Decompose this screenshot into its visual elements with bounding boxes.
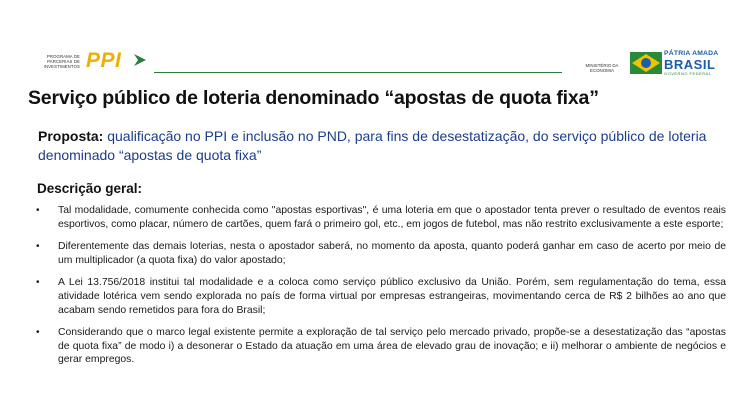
- header: [0, 44, 744, 80]
- list-item-text: Tal modalidade, comumente conhecida como "apostas esportivas", é uma loteria em que o apostador tenta prever o resultado de eventos reais esportivos, como placar, número de cartões, quem fará o primeiro gol, etc., em jogos de futebol, mas não restrito exclusivamente a este esporte;: [58, 205, 726, 230]
- brand-line-2: BRASIL: [664, 57, 716, 72]
- brand-line-1: PÁTRIA AMADA: [664, 50, 719, 57]
- ministry-name: [576, 63, 628, 73]
- program-line-3: INVESTIMENTOS: [43, 64, 80, 69]
- program-name: [36, 54, 80, 69]
- description-heading: Descrição geral:: [37, 181, 143, 196]
- bullet-icon: •: [36, 241, 40, 253]
- list-item-text: A Lei 13.756/2018 institui tal modalidade e a coloca como serviço público exclusivo da União. Porém, sem regulamentação do tema, essa atividade lotérica vem sendo explorada no país de forma virtual por empresas estrangeiras, movimentando cerca de R$ 2 bilhões ao ano que acabam sendo remetidos para fora do Brasil;: [58, 277, 726, 316]
- brand-line-3: GOVERNO FEDERAL: [664, 71, 712, 76]
- proposal-label: Proposta:: [38, 128, 104, 144]
- list-item-text: Diferentemente das demais loterias, nesta o apostador saberá, no momento da aposta, quanto poderá ganhar em caso de acerto por meio de um multiplicador (a quota fixa) do valor apostado;: [58, 241, 726, 266]
- ppi-arrow-icon: [132, 52, 148, 68]
- bullet-icon: •: [36, 327, 40, 339]
- list-item: [36, 204, 726, 231]
- list-item: [36, 326, 726, 367]
- program-line-1: PROGRAMA DE: [46, 54, 80, 59]
- brasil-flag-icon: [630, 52, 662, 74]
- list-item: [36, 276, 726, 317]
- list-item: [36, 240, 726, 267]
- bullet-icon: •: [36, 277, 40, 289]
- proposal: [38, 127, 728, 165]
- brasil-brand: [664, 50, 724, 76]
- program-line-2: PARCERIAS DE: [47, 59, 80, 64]
- list-item-text: Considerando que o marco legal existente permite a exploração de tal serviço pelo mercado privado, propõe-se a desestatização das “apostas de quota fixa” de modo i) a desonerar o Estado da atuação em uma área de elevado grau de inovação; e ii) melhorar o ambiente de negócios e gerar empregos.: [58, 327, 726, 366]
- bullet-icon: •: [36, 205, 40, 216]
- ministry-line-2: ECONOMIA: [590, 68, 614, 74]
- ministry-line-1: MINISTÉRIO DA: [585, 63, 619, 68]
- proposal-text: qualificação no PPI e inclusão no PND, para fins de desestatização, do serviço público de loteria denominado “apostas de quota fixa”: [38, 128, 707, 163]
- page-title: Serviço público de loteria denominado “apostas de quota fixa”: [28, 87, 599, 109]
- description-list: [36, 204, 726, 376]
- ppi-logo: PPI: [86, 49, 122, 72]
- header-divider: [154, 72, 562, 73]
